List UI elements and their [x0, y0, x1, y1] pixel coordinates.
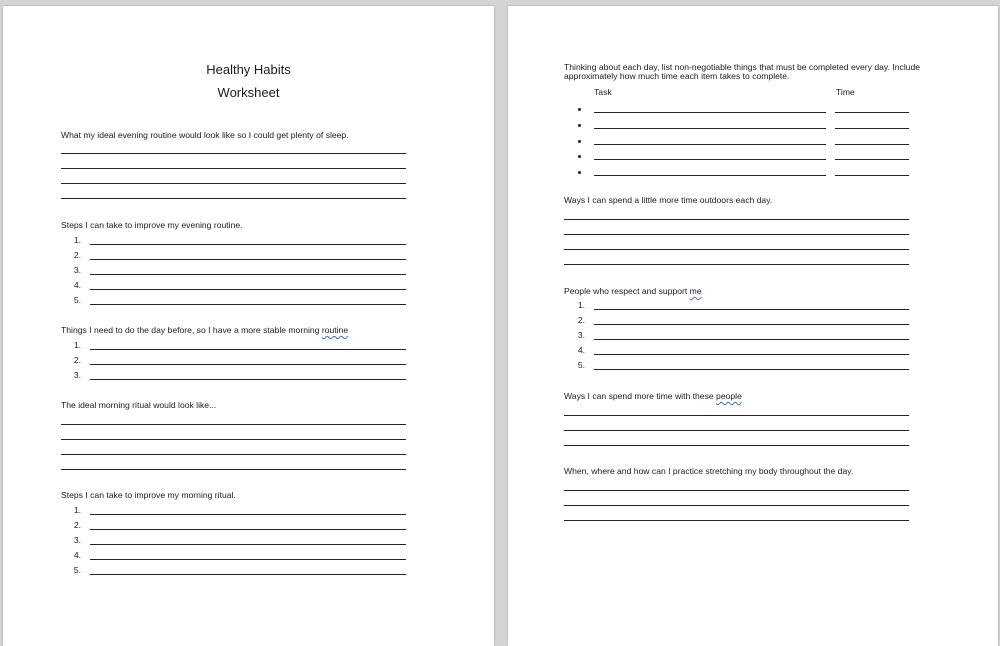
answer-line[interactable] — [564, 445, 909, 446]
time-line[interactable] — [835, 128, 909, 129]
list-number: 4. — [577, 345, 585, 355]
task-line[interactable] — [594, 175, 826, 176]
list-number: 3. — [73, 535, 81, 545]
task-column-header: Task — [594, 87, 612, 97]
answer-line[interactable] — [61, 424, 406, 425]
answer-line[interactable] — [564, 234, 909, 235]
answer-line[interactable] — [61, 454, 406, 455]
spellcheck-flagged-word: routine — [321, 325, 349, 335]
stretching-prompt: When, where and how can I practice stretching my body throughout the day. — [564, 466, 854, 476]
list-number: 2. — [73, 355, 81, 365]
list-number: 2. — [73, 250, 81, 260]
answer-line[interactable] — [90, 544, 406, 545]
answer-line[interactable] — [90, 274, 406, 275]
task-line[interactable] — [594, 112, 826, 113]
answer-line[interactable] — [594, 309, 909, 310]
answer-line[interactable] — [564, 430, 909, 431]
answer-line[interactable] — [90, 364, 406, 365]
answer-line[interactable] — [90, 529, 406, 530]
list-number: 5. — [577, 360, 585, 370]
list-number: 1. — [73, 505, 81, 515]
answer-line[interactable] — [90, 289, 406, 290]
list-number: 1. — [73, 340, 81, 350]
evening-steps-prompt: Steps I can take to improve my evening routine. — [61, 220, 243, 230]
answer-line[interactable] — [564, 490, 909, 491]
answer-line[interactable] — [564, 415, 909, 416]
list-number: 4. — [73, 550, 81, 560]
morning-steps-prompt: Steps I can take to improve my morning ritual. — [61, 490, 236, 500]
time-line[interactable] — [835, 144, 909, 145]
list-number: 3. — [73, 265, 81, 275]
list-number: 1. — [73, 235, 81, 245]
spellcheck-flagged-word: me — [689, 286, 702, 296]
answer-line[interactable] — [564, 219, 909, 220]
title-line-1: Healthy Habits — [206, 62, 291, 77]
people-prompt — [564, 286, 702, 297]
task-line[interactable] — [594, 159, 826, 160]
list-number: 5. — [73, 565, 81, 575]
spellcheck-flagged-word: people — [716, 391, 742, 401]
outdoors-prompt: Ways I can spend a little more time outdoors each day. — [564, 195, 773, 205]
day-before-prompt — [61, 325, 348, 336]
morning-ritual-prompt: The ideal morning ritual would look like... — [61, 400, 217, 410]
list-number: 2. — [73, 520, 81, 530]
time-line[interactable] — [835, 112, 909, 113]
answer-line[interactable] — [90, 304, 406, 305]
title-line-2: Worksheet — [217, 85, 280, 100]
people-prompt-text: People who respect and support — [564, 286, 690, 296]
answer-line[interactable] — [61, 183, 406, 184]
answer-line[interactable] — [564, 505, 909, 506]
answer-line[interactable] — [90, 349, 406, 350]
answer-line[interactable] — [90, 574, 406, 575]
answer-line[interactable] — [61, 153, 406, 154]
answer-line[interactable] — [90, 259, 406, 260]
answer-line[interactable] — [90, 379, 406, 380]
worksheet-page-2 — [508, 6, 998, 646]
list-number: 1. — [577, 300, 585, 310]
task-line[interactable] — [594, 144, 826, 145]
list-number: 3. — [73, 370, 81, 380]
bullet — [578, 171, 581, 174]
answer-line[interactable] — [61, 198, 406, 199]
answer-line[interactable] — [61, 439, 406, 440]
task-line[interactable] — [594, 128, 826, 129]
worksheet-page-1 — [3, 6, 494, 646]
time-with-people-prompt-text: Ways I can spend more time with these — [564, 391, 717, 401]
bullet — [578, 108, 581, 111]
list-number: 2. — [577, 315, 585, 325]
answer-line[interactable] — [594, 324, 909, 325]
answer-line[interactable] — [564, 249, 909, 250]
list-number: 4. — [73, 280, 81, 290]
answer-line[interactable] — [564, 520, 909, 521]
list-number: 5. — [73, 295, 81, 305]
answer-line[interactable] — [61, 168, 406, 169]
answer-line[interactable] — [564, 264, 909, 265]
time-line[interactable] — [835, 175, 909, 176]
answer-line[interactable] — [594, 354, 909, 355]
answer-line[interactable] — [61, 469, 406, 470]
evening-routine-prompt: What my ideal evening routine would look like so I could get plenty of sleep. — [61, 130, 349, 140]
answer-line[interactable] — [594, 369, 909, 370]
time-line[interactable] — [835, 159, 909, 160]
bullet — [578, 140, 581, 143]
bullet — [578, 155, 581, 158]
bullet — [578, 124, 581, 127]
non-negotiable-prompt-line-2: approximately how much time each item takes to complete. — [564, 71, 790, 81]
time-column-header: Time — [836, 87, 855, 97]
answer-line[interactable] — [90, 514, 406, 515]
answer-line[interactable] — [594, 339, 909, 340]
list-number: 3. — [577, 330, 585, 340]
non-negotiable-prompt-line-1: Thinking about each day, list non-negotiable things that must be completed every day. Include — [564, 62, 921, 72]
day-before-prompt-text: Things I need to do the day before, so I have a more stable morning — [61, 325, 322, 335]
time-with-people-prompt — [564, 391, 742, 402]
answer-line[interactable] — [90, 244, 406, 245]
answer-line[interactable] — [90, 559, 406, 560]
